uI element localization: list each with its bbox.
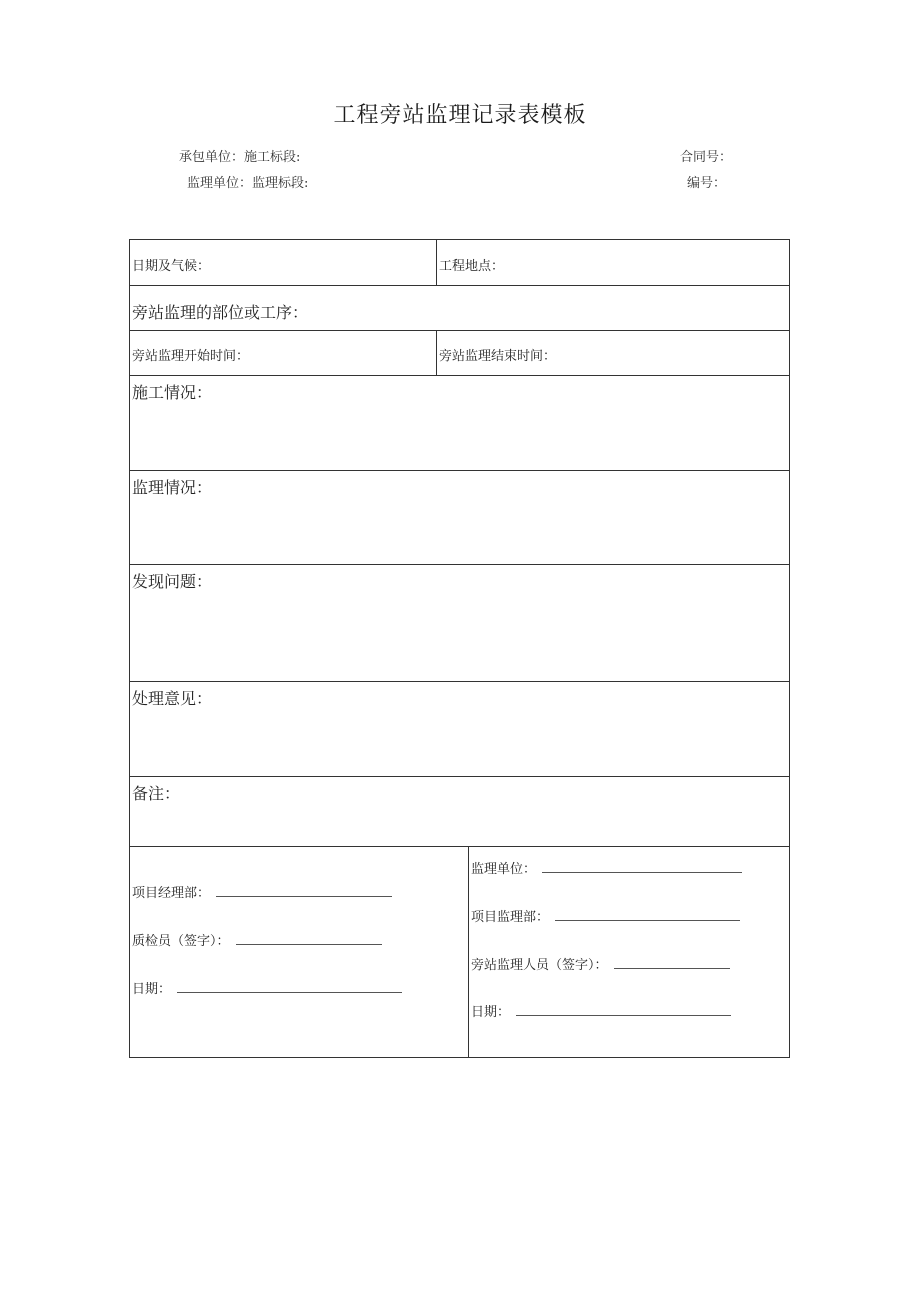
supervision-status-label: 监理情况： (132, 478, 213, 497)
row-signatures (130, 847, 789, 1057)
signature-line (542, 871, 742, 873)
supervision-part-label: 旁站监理的部位或工序： (132, 303, 309, 322)
project-location-label: 工程地点： (439, 259, 505, 274)
on-site-supervisor-label: 旁站监理人员（签字）： (471, 958, 608, 973)
on-site-supervisor-field[interactable] (471, 954, 730, 973)
supervisor-signature-cell (469, 847, 789, 1057)
quality-inspector-field[interactable] (132, 930, 382, 949)
row-supervision-part[interactable] (130, 286, 789, 331)
contract-no-label: 合同号： (680, 150, 733, 165)
row-remarks[interactable] (130, 777, 789, 847)
number-label: 编号： (687, 176, 727, 191)
quality-inspector-label: 质检员（签字）： (132, 934, 230, 949)
page-title: 工程旁站监理记录表模板 (333, 103, 587, 128)
start-time-cell[interactable] (130, 331, 437, 375)
contractor-signature-cell (130, 847, 469, 1057)
signature-line (177, 991, 402, 993)
remarks-label: 备注： (132, 784, 181, 803)
row-times (130, 331, 789, 376)
project-supervision-dept-label: 项目监理部： (471, 910, 550, 925)
end-time-cell[interactable] (437, 331, 789, 375)
supervision-unit-label: 监理单位： (471, 862, 537, 877)
issues-found-label: 发现问题： (132, 572, 213, 591)
row-date-location (130, 240, 789, 286)
supervision-unit-field[interactable] (471, 858, 742, 877)
supervisor-date-field[interactable] (471, 1001, 731, 1020)
contractor-date-field[interactable] (132, 978, 402, 997)
signature-line (236, 943, 382, 945)
supervision-record-form (129, 239, 790, 1058)
end-time-label: 旁站监理结束时间： (439, 349, 557, 364)
supervisor-date-label: 日期： (471, 1005, 511, 1020)
start-time-label: 旁站监理开始时间： (132, 349, 250, 364)
project-manager-dept-field[interactable] (132, 882, 392, 901)
contractor-date-label: 日期： (132, 982, 172, 997)
project-supervision-dept-field[interactable] (471, 906, 740, 925)
project-manager-dept-label: 项目经理部： (132, 886, 211, 901)
date-weather-cell[interactable] (130, 240, 437, 285)
project-location-cell[interactable] (437, 240, 789, 285)
row-handling-opinion[interactable] (130, 682, 789, 777)
row-issues-found[interactable] (130, 565, 789, 682)
construction-status-label: 施工情况： (132, 383, 213, 402)
row-supervision-status[interactable] (130, 471, 789, 565)
row-construction-status[interactable] (130, 376, 789, 471)
signature-line (555, 919, 740, 921)
signature-line (516, 1014, 731, 1016)
signature-line (216, 895, 392, 897)
date-weather-label: 日期及气候： (132, 259, 211, 274)
handling-opinion-label: 处理意见： (132, 689, 213, 708)
signature-line (614, 967, 730, 969)
supervisor-label: 监理单位：监理标段: (187, 176, 309, 191)
contractor-label: 承包单位：施工标段: (179, 150, 301, 165)
